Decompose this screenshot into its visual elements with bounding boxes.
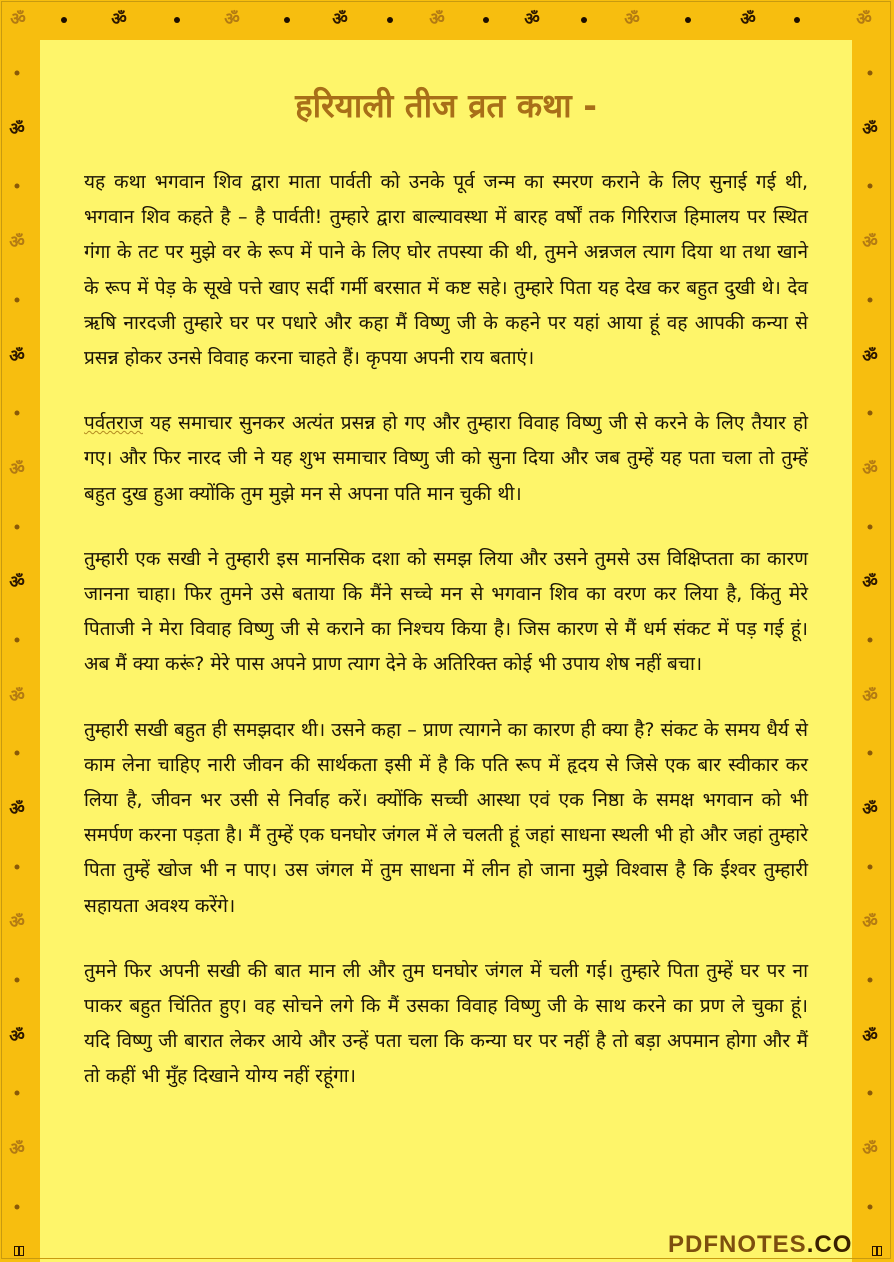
dot-ornament-icon — [15, 71, 20, 76]
page-corner-marker-icon — [872, 1246, 882, 1256]
dot-ornament-icon — [15, 184, 20, 189]
dot-ornament-icon — [15, 1205, 20, 1210]
dot-ornament-icon — [15, 298, 20, 303]
dot-ornament-icon — [284, 17, 290, 23]
om-ornament-icon: ॐ — [862, 119, 878, 140]
story-paragraph: तुम्हारी एक सखी ने तुम्हारी इस मानसिक दशा को समझ लिया और उसने तुमसे उस विक्षिप्तता का कारण जानना चाहा। फिर तुमने उसे बताया कि मैंने सच्चे मन से भगवान शिव का वरण कर लिया है, किंतु मेरे पिताजी ने मेरा विवाह विष्णु जी से कराने का निश्चय किया है। जिस कारण से मैं धर्म संकट में पड़ गई हूं। अब मैं क्या करूं? मेरे पास अपने प्राण त्याग देने के अतिरिक्त कोई भी उपाय शेष नहीं बचा। — [84, 547, 808, 676]
watermark-suffix: .CO — [806, 1231, 853, 1258]
dot-ornament-icon — [868, 184, 873, 189]
story-paragraph: तुमने फिर अपनी सखी की बात मान ली और तुम घनघोर जंगल में चली गई। तुम्हारे पिता तुम्हें घर पर ना पाकर बहुत चिंतित हुए। वह सोचने लगे कि मैं उसका विवाह विष्णु जी के साथ करने का प्रण ले चुका हूं। यदि विष्णु जी बारात लेकर आये और उन्हें पता चला कि कन्या घर पर नहीं है तो बड़ा अपमान होगा और मैं तो कहीं भी मुँह दिखाने योग्य नहीं रहूंगा। — [84, 959, 808, 1088]
om-ornament-icon: ॐ — [10, 9, 26, 30]
dot-ornament-icon — [868, 638, 873, 643]
watermark-text: PDFNOTES — [668, 1231, 807, 1258]
story-paragraph: यह कथा भगवान शिव द्वारा माता पार्वती को उनके पूर्व जन्म का स्मरण कराने के लिए सुनाई गई थी, भगवान शिव कहते है – है पार्वती! तुम्हारे द्वारा बाल्यावस्था में बारह वर्षों तक गिरिराज हिमालय पर स्थित गंगा के तट पर मुझे वर के रूप में पाने के लिए घोर तपस्या की थी, तुमने अन्नजल त्याग दिया था तथा खाने के रूप में पेड़ के सूखे पत्ते खाए सर्दी गर्मी बरसात में कष्ट सहे। तुम्हारे पिता यह देख कर बहुत दुखी थे। देव ऋषि नारदजी तुम्हारे घर पर पधारे और कहा मैं विष्णु जी के कहने पर यहां आया हूं वह आपकी कन्या से प्रसन्न होकर उनसे विवाह करना चाहते हैं। कृपया अपनी राय बताएं। — [84, 171, 808, 370]
om-ornament-icon: ॐ — [111, 9, 127, 30]
story-body — [84, 165, 808, 1095]
right-ornament-border — [852, 40, 894, 1262]
om-ornament-icon: ॐ — [862, 572, 878, 593]
story-paragraph: तुम्हारी सखी बहुत ही समझदार थी। उसने कहा – प्राण त्यागने का कारण ही क्या है? संकट के समय धैर्य से काम लेना चाहिए नारी जीवन की सार्थकता इसी में है कि पति रूप में हृदय से जिसे एक बार स्वीकार कर लिया है, जीवन भर उसी से निर्वाह करें। क्योंकि सच्ची आस्था एवं एक निष्ठा के समक्ष भगवान को भी समर्पण करना पड़ता है। मैं तुम्हें एक घनघोर जंगल में ले चलती हूं जहां साधना स्थली भी हो और जहां तुम्हारे पिता तुम्हें खोज भी न पाए। उस जंगल में तुम साधना में लीन हो जाना मुझे विश्वास है कि ईश्वर तुम्हारी सहायता अवश्य करेंगे। — [84, 718, 808, 917]
left-ornament-border — [0, 40, 40, 1262]
om-ornament-icon: ॐ — [9, 1026, 25, 1047]
page-title: हरियाली तीज व्रत कथा - — [295, 86, 597, 125]
dot-ornament-icon — [581, 17, 587, 23]
top-ornament-border — [0, 0, 894, 40]
dot-ornament-icon — [15, 638, 20, 643]
page-corner-marker-icon — [14, 1246, 24, 1256]
watermark-logo — [668, 1231, 852, 1259]
dot-ornament-icon — [868, 71, 873, 76]
om-ornament-icon: ॐ — [862, 686, 878, 707]
dot-ornament-icon — [15, 865, 20, 870]
dot-ornament-icon — [868, 751, 873, 756]
om-ornament-icon: ॐ — [862, 1139, 878, 1160]
dot-ornament-icon — [868, 1091, 873, 1096]
dot-ornament-icon — [868, 525, 873, 530]
om-ornament-icon: ॐ — [862, 346, 878, 367]
dot-ornament-icon — [794, 17, 800, 23]
dot-ornament-icon — [483, 17, 489, 23]
dot-ornament-icon — [61, 17, 67, 23]
om-ornament-icon: ॐ — [624, 9, 640, 30]
dot-ornament-icon — [868, 865, 873, 870]
dot-ornament-icon — [868, 411, 873, 416]
dot-ornament-icon — [15, 1091, 20, 1096]
om-ornament-icon: ॐ — [9, 799, 25, 820]
om-ornament-icon: ॐ — [9, 119, 25, 140]
dot-ornament-icon — [868, 1205, 873, 1210]
dot-ornament-icon — [868, 978, 873, 983]
dot-ornament-icon — [174, 17, 180, 23]
om-ornament-icon: ॐ — [524, 9, 540, 30]
dot-ornament-icon — [15, 525, 20, 530]
om-ornament-icon: ॐ — [856, 9, 872, 30]
om-ornament-icon: ॐ — [224, 9, 240, 30]
om-ornament-icon: ॐ — [740, 9, 756, 30]
dot-ornament-icon — [15, 411, 20, 416]
om-ornament-icon: ॐ — [332, 9, 348, 30]
om-ornament-icon: ॐ — [862, 912, 878, 933]
om-ornament-icon: ॐ — [862, 232, 878, 253]
dot-ornament-icon — [685, 17, 691, 23]
paragraph-text: यह समाचार सुनकर अत्यंत प्रसन्न हो गए और तुम्हारा विवाह विष्णु जी से करने के लिए तैयार हो गए। और फिर नारद जी ने यह शुभ समाचार विष्णु जी को सुना दिया और जब तुम्हें यह पता चला तो तुम्हें बहुत दुख हुआ क्योंकि तुम मुझे मन से अपना पति मान चुकी थी। — [84, 412, 808, 505]
om-ornament-icon: ॐ — [9, 572, 25, 593]
om-ornament-icon: ॐ — [9, 346, 25, 367]
om-ornament-icon: ॐ — [862, 459, 878, 480]
om-ornament-icon: ॐ — [9, 912, 25, 933]
om-ornament-icon: ॐ — [862, 799, 878, 820]
story-paragraph — [84, 406, 808, 512]
paragraph-first-word: पर्वतराज — [84, 412, 143, 435]
dot-ornament-icon — [387, 17, 393, 23]
om-ornament-icon: ॐ — [9, 459, 25, 480]
om-ornament-icon: ॐ — [9, 686, 25, 707]
dot-ornament-icon — [15, 751, 20, 756]
om-ornament-icon: ॐ — [9, 1139, 25, 1160]
dot-ornament-icon — [15, 978, 20, 983]
om-ornament-icon: ॐ — [429, 9, 445, 30]
om-ornament-icon: ॐ — [9, 232, 25, 253]
om-ornament-icon: ॐ — [862, 1026, 878, 1047]
dot-ornament-icon — [868, 298, 873, 303]
